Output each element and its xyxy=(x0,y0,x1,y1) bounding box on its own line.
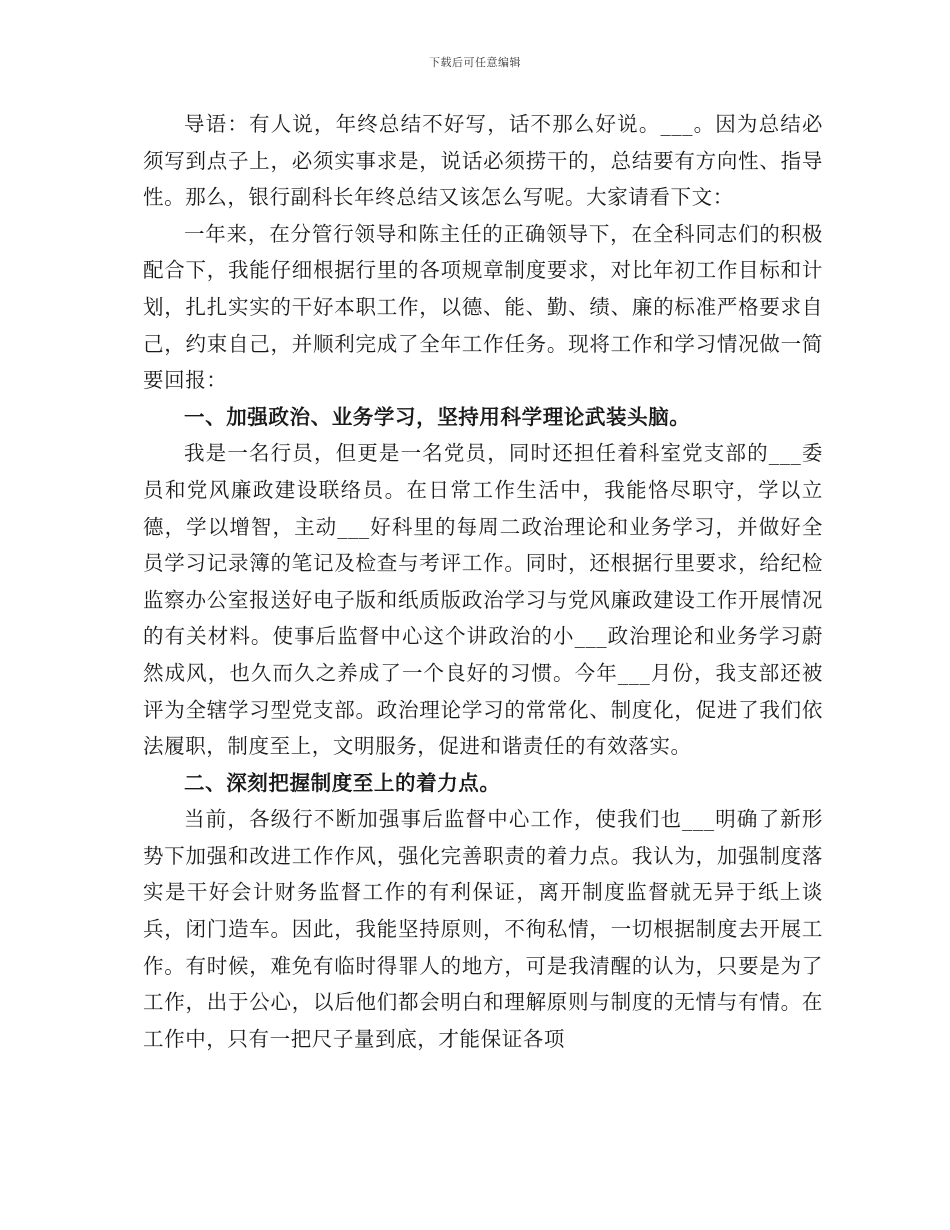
section-heading-1: 一、加强政治、业务学习，坚持用科学理论武装头脑。 xyxy=(184,404,691,429)
body-paragraph-3: 当前，各级行不断加强事后监督中心工作，使我们也___明确了新形势下加强和改进工作作风，强化完善职责的着力点。我认为，加强制度落实是干好会计财务监督工作的有利保证，离开制度监督就无异于纸上谈兵，闭门造车。因此，我能坚持原则，不徇私情，一切根据制度去开展工作。有时候，难免有临时得罪人的地方，可是我清醒的认为，只要是为了工作，出于公心，以后他们都会明白和理解原则与制度的无情与有情。在工作中，只有一把尺子量到底，才能保证各项 xyxy=(143,807,823,1051)
section-heading-2: 二、深刻把握制度至上的着力点。 xyxy=(184,770,501,795)
page-header: 下载后可任意编辑 xyxy=(429,56,521,69)
intro-paragraph: 导语：有人说，年终总结不好写，话不那么好说。___。因为总结必须写到点子上，必须实事求是，说话必须捞干的，总结要有方向性、指导性。那么，银行副科长年终总结又该怎么写呢。大家请看下文： xyxy=(143,112,823,210)
document-body xyxy=(143,106,823,1057)
body-paragraph-2: 我是一名行员，但更是一名党员，同时还担任着科室党支部的___委员和党风廉政建设联络员。在日常工作生活中，我能恪尽职守，学以立德，学以增智，主动___好科里的每周二政治理论和业务学习，并做好全员学习记录簿的笔记及检查与考评工作。同时，还根据行里要求，给纪检监察办公室报送好电子版和纸质版政治学习与党风廉政建设工作开展情况的有关材料。使事后监督中心这个讲政治的小___政治理论和业务学习蔚然成风，也久而久之养成了一个良好的习惯。今年___月份，我支部还被评为全辖学习型党支部。政治理论学习的常常化、制度化，促进了我们依法履职，制度至上，文明服务，促进和谐责任的有效落实。 xyxy=(143,441,823,759)
body-paragraph-1: 一年来，在分管行领导和陈主任的正确领导下，在全科同志们的积极配合下，我能仔细根据行里的各项规章制度要求，对比年初工作目标和计划，扎扎实实的干好本职工作，以德、能、勤、绩、廉的标准严格要求自己，约束自己，并顺利完成了全年工作任务。现将工作和学习情况做一简要回报： xyxy=(143,221,823,393)
